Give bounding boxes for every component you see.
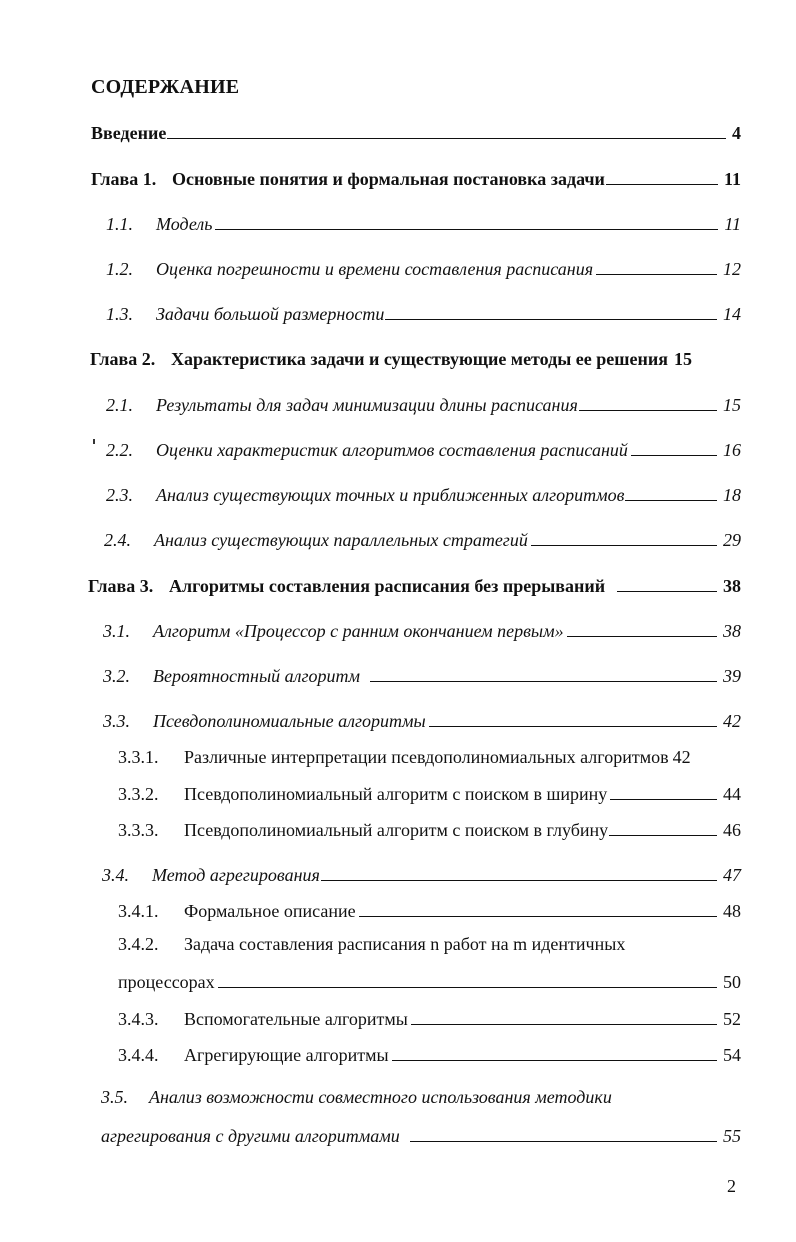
- toc-page-number: 55: [723, 1126, 741, 1146]
- toc-entry-number: 3.3.1.: [118, 747, 159, 767]
- toc-entry-text: Различные интерпретации псевдополиномиальных алгоритмов: [184, 747, 669, 767]
- toc-entry-3-4-3: [118, 1006, 741, 1030]
- dot-leader: [606, 184, 718, 185]
- dot-leader: [531, 545, 717, 546]
- toc-entry-text: Формальное описание: [184, 901, 356, 921]
- toc-entry-text: Вспомогательные алгоритмы: [184, 1009, 408, 1029]
- toc-entry-text: Вероятностный алгоритм: [153, 666, 361, 686]
- toc-entry-3-3-3: [118, 817, 741, 841]
- toc-entry-number: 3.3.2.: [118, 784, 159, 804]
- toc-entry-number: 2.1.: [106, 395, 133, 415]
- dot-leader: [429, 726, 717, 727]
- toc-entry-number: 2.3.: [106, 485, 133, 505]
- toc-entry-text: Алгоритм «Процессор с ранним окончанием первым»: [153, 621, 564, 641]
- toc-entry-number: 3.1.: [103, 621, 130, 641]
- toc-entry-2-4: [104, 527, 741, 551]
- toc-entry-3-4-2-line2: [118, 969, 741, 993]
- toc-entry-number: 1.2.: [106, 259, 133, 279]
- dot-leader: [631, 455, 717, 456]
- toc-page-number: 52: [723, 1009, 741, 1029]
- dot-leader: [385, 319, 717, 320]
- toc-entry-text: Результаты для задач минимизации длины расписания: [156, 395, 578, 415]
- toc-entry-number: 2.4.: [104, 530, 131, 550]
- toc-entry-text: Анализ существующих точных и приближенных алгоритмов: [156, 485, 625, 505]
- toc-entry-number: 1.1.: [106, 214, 133, 234]
- dot-leader: [218, 987, 717, 988]
- toc-page-number: 29: [723, 530, 741, 550]
- toc-entry-2-3: [106, 482, 741, 506]
- toc-entry-number: Глава 1.: [91, 169, 157, 189]
- toc-entry-text: Анализ существующих параллельных стратегий: [154, 530, 528, 550]
- toc-entry-number: 3.3.: [103, 711, 130, 731]
- toc-entry-3-3-2: [118, 781, 741, 805]
- toc-entry-3-4-4: [118, 1042, 741, 1066]
- toc-entry-3-4-2-line1: [118, 934, 625, 955]
- toc-page-number: 42: [723, 711, 741, 731]
- toc-entry-number: 3.4.4.: [118, 1045, 159, 1065]
- dot-leader: [625, 500, 717, 501]
- toc-page-number: 15: [723, 395, 741, 415]
- toc-entry-text: Псевдополиномиальный алгоритм с поиском в глубину: [184, 820, 609, 840]
- toc-entry-chapter-1: [91, 166, 741, 190]
- toc-page-number: 44: [723, 784, 741, 804]
- toc-page-number: 39: [723, 666, 741, 686]
- toc-page-number: 18: [723, 485, 741, 505]
- toc-entry-3-3: [103, 708, 741, 732]
- toc-entry-2-1: [106, 392, 741, 416]
- toc-entry-number: 1.3.: [106, 304, 133, 324]
- toc-entry-number: 3.3.3.: [118, 820, 159, 840]
- toc-entry-text: Оценки характеристик алгоритмов составления расписаний: [156, 440, 628, 460]
- toc-entry-number: 3.4.: [102, 865, 129, 885]
- dot-leader: [392, 1060, 717, 1061]
- toc-page-number: 46: [723, 820, 741, 840]
- toc-entry-3-5-line1: [101, 1087, 612, 1108]
- page-number: 2: [727, 1176, 736, 1196]
- toc-page-number: 50: [723, 972, 741, 992]
- toc-entry-number: Глава 3.: [88, 576, 154, 596]
- toc-entry-intro: [91, 120, 741, 144]
- toc-entry-number: 3.4.2.: [118, 934, 159, 954]
- toc-page-number: 38: [723, 576, 741, 596]
- scan-speck: [93, 439, 95, 444]
- toc-page-number: 48: [723, 901, 741, 921]
- toc-page-number: 11: [724, 214, 741, 234]
- toc-page-number: 14: [723, 304, 741, 324]
- toc-entry-1-3: [106, 301, 741, 325]
- toc-entry-text: Агрегирующие алгоритмы: [184, 1045, 389, 1065]
- dot-leader: [610, 799, 717, 800]
- dot-leader: [596, 274, 717, 275]
- dot-leader: [411, 1024, 717, 1025]
- toc-entry-number: Глава 2.: [90, 349, 156, 369]
- toc-entry-text: Метод агрегирования: [152, 865, 320, 885]
- toc-entry-3-1: [103, 618, 741, 642]
- toc-page-number: 12: [723, 259, 741, 279]
- toc-entry-number: 3.4.1.: [118, 901, 159, 921]
- toc-entry-number: 3.2.: [103, 666, 130, 686]
- toc-entry-text: Псевдополиномиальный алгоритм с поиском в ширину: [184, 784, 608, 804]
- toc-entry-text: Задача составления расписания n работ на m идентичных: [184, 934, 626, 954]
- toc-entry-number: 2.2.: [106, 440, 133, 460]
- dot-leader: [609, 835, 717, 836]
- toc-entry-3-2: [103, 663, 741, 687]
- dot-leader: [215, 229, 718, 230]
- toc-page-number: 54: [723, 1045, 741, 1065]
- dot-leader: [617, 591, 717, 592]
- toc-entry-1-1: [106, 211, 741, 235]
- toc-entry-3-5-line2: [101, 1123, 741, 1147]
- toc-page-number: 16: [723, 440, 741, 460]
- toc-entry-text: Алгоритмы составления расписания без прерываний: [169, 576, 606, 596]
- dot-leader: [579, 410, 717, 411]
- toc-page-number: 42: [672, 747, 691, 767]
- toc-entry-text: Задачи большой размерности: [156, 304, 385, 324]
- toc-entry-number: 3.5.: [101, 1087, 128, 1107]
- toc-page-number: 15: [673, 349, 692, 369]
- toc-entry-2-2: [106, 437, 741, 461]
- toc-page-number: 11: [723, 169, 741, 189]
- toc-entry-text-continued: агрегирования с другими алгоритмами: [101, 1126, 400, 1146]
- toc-entry-text: Анализ возможности совместного использования методики: [149, 1087, 612, 1107]
- toc-title: СОДЕРЖАНИЕ: [91, 76, 240, 98]
- dot-leader: [410, 1141, 717, 1142]
- dot-leader: [167, 138, 726, 139]
- toc-entry-text: Псевдополиномиальные алгоритмы: [153, 711, 426, 731]
- dot-leader: [359, 916, 717, 917]
- toc-entry-3-4-1: [118, 898, 741, 922]
- dot-leader: [567, 636, 717, 637]
- toc-entry-3-3-1: [118, 744, 741, 768]
- toc-entry-text: Оценка погрешности и времени составления расписания: [156, 259, 594, 279]
- toc-entry-text: Модель: [156, 214, 213, 234]
- toc-entry-chapter-2: [90, 346, 742, 370]
- dot-leader: [321, 880, 717, 881]
- toc-entry-text: Основные понятия и формальная постановка задачи: [172, 169, 605, 189]
- toc-entry-text: Введение: [91, 123, 167, 143]
- toc-page-number: 47: [723, 865, 741, 885]
- toc-entry-1-2: [106, 256, 741, 280]
- toc-entry-chapter-3: [88, 573, 741, 597]
- toc-entry-3-4: [102, 862, 741, 886]
- dot-leader: [370, 681, 717, 682]
- toc-page-number: 4: [732, 123, 741, 143]
- toc-page-number: 38: [723, 621, 741, 641]
- toc-entry-number: 3.4.3.: [118, 1009, 159, 1029]
- toc-entry-text-continued: процессорах: [118, 972, 215, 992]
- toc-entry-text: Характеристика задачи и существующие методы ее решения: [171, 349, 668, 369]
